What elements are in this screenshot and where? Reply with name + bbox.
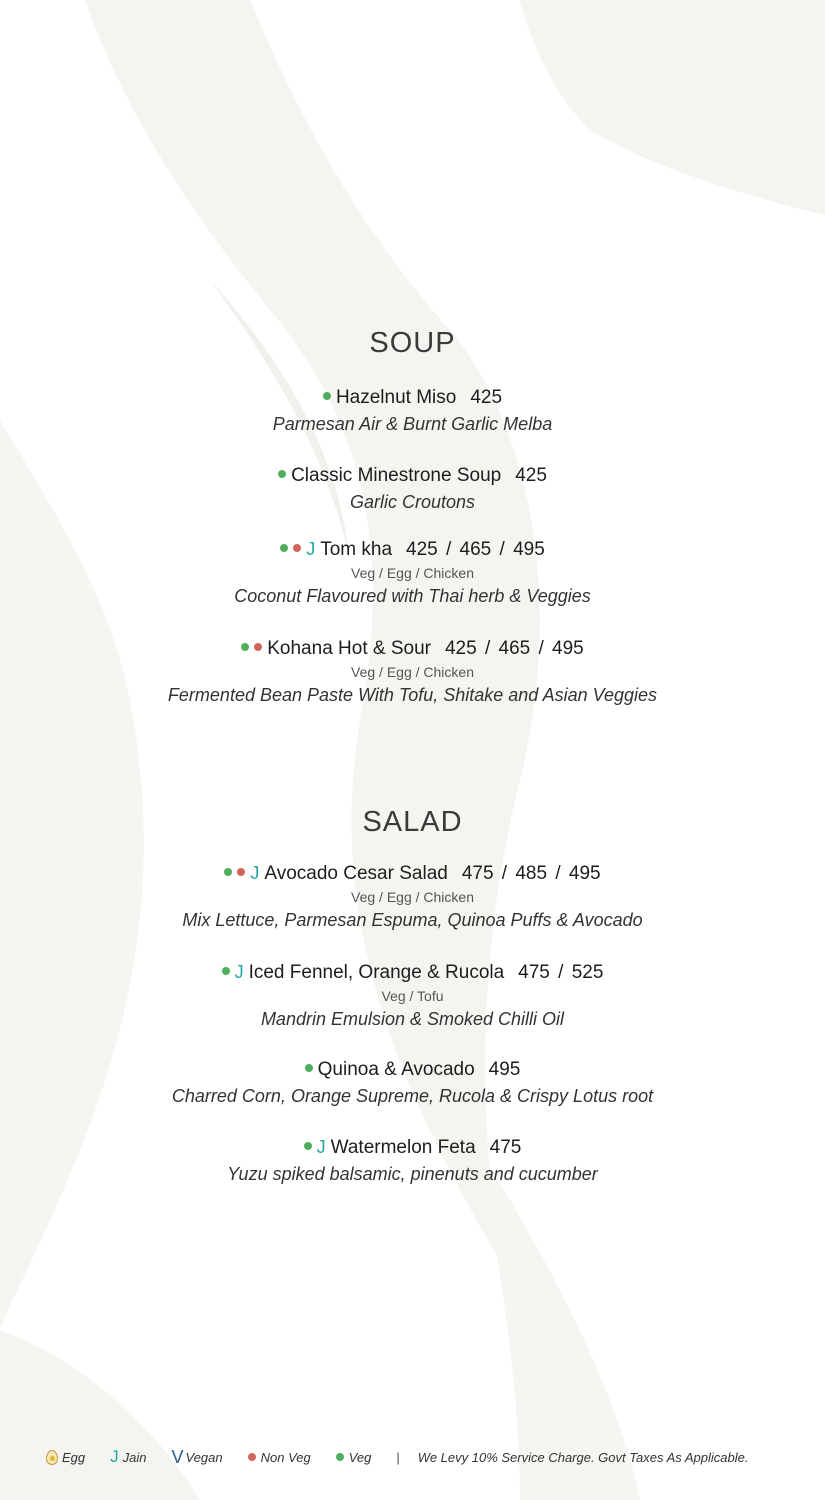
item-name: Quinoa & Avocado	[317, 1059, 475, 1080]
item-price: 495	[488, 1059, 521, 1080]
section-title-soup: SOUP	[369, 327, 456, 359]
menu-item-classic-minestrone	[0, 465, 825, 513]
item-description: Parmesan Air & Burnt Garlic Melba	[272, 414, 553, 434]
nonveg-dot-icon	[254, 643, 262, 651]
item-name: Kohana Hot & Sour	[267, 638, 431, 659]
veg-dot-icon	[305, 1064, 313, 1072]
item-price: 425 / 465 / 495	[444, 638, 584, 659]
legend-nonveg-label: Non Veg	[260, 1449, 311, 1465]
item-name: Hazelnut Miso	[335, 387, 457, 408]
egg-icon	[46, 1450, 58, 1465]
item-options: Veg / Egg / Chicken	[351, 565, 474, 581]
menu-item-quinoa-avocado	[0, 1059, 825, 1107]
item-price: 475 / 485 / 495	[461, 863, 601, 884]
service-charge-note: We Levy 10% Service Charge. Govt Taxes As Applicable.	[417, 1449, 749, 1465]
veg-dot-icon	[280, 544, 288, 552]
legend-vegan-label: Vegan	[185, 1449, 223, 1465]
item-name: Watermelon Feta	[330, 1137, 476, 1158]
item-options: Veg / Tofu	[381, 988, 444, 1004]
legend-veg	[336, 1450, 372, 1465]
menu-item-kohana-hot-sour	[0, 638, 825, 706]
item-description: Mandrin Emulsion & Smoked Chilli Oil	[260, 1009, 565, 1029]
veg-dot-icon	[304, 1142, 312, 1150]
item-description: Charred Corn, Orange Supreme, Rucola & Crispy Lotus root	[171, 1086, 654, 1106]
item-price: 425	[470, 387, 503, 408]
legend-jain-label: Jain	[122, 1449, 147, 1465]
item-description: Mix Lettuce, Parmesan Espuma, Quinoa Puffs & Avocado	[182, 910, 643, 930]
item-options: Veg / Egg / Chicken	[351, 889, 474, 905]
veg-dot-icon	[323, 392, 331, 400]
menu-item-hazelnut-miso	[0, 387, 825, 435]
item-name: Tom kha	[320, 539, 393, 560]
jain-icon: J	[316, 1137, 326, 1157]
menu-item-watermelon-feta	[0, 1136, 825, 1185]
nonveg-dot-icon	[248, 1453, 256, 1461]
item-description: Garlic Croutons	[349, 492, 476, 512]
legend-egg-label: Egg	[62, 1449, 86, 1465]
item-name: Iced Fennel, Orange & Rucola	[248, 962, 505, 983]
item-price: 475	[489, 1137, 522, 1158]
item-description: Yuzu spiked balsamic, pinenuts and cucumber	[227, 1164, 598, 1184]
item-price: 425	[515, 465, 547, 486]
item-price: 425 / 465 / 495	[406, 539, 545, 560]
item-options: Veg / Egg / Chicken	[351, 664, 474, 680]
vegan-icon: V	[171, 1446, 184, 1467]
menu-item-avocado-cesar-salad	[0, 862, 825, 931]
legend-egg	[46, 1450, 85, 1465]
legend-nonveg	[248, 1450, 311, 1465]
item-name: Avocado Cesar Salad	[264, 863, 448, 884]
legend-footer	[46, 1447, 806, 1467]
jain-icon: J	[306, 539, 316, 559]
veg-dot-icon	[278, 470, 286, 478]
item-description: Fermented Bean Paste With Tofu, Shitake and Asian Veggies	[167, 685, 658, 705]
legend-separator: |	[396, 1449, 400, 1465]
legend-jain	[110, 1447, 146, 1467]
veg-dot-icon	[222, 967, 230, 975]
jain-icon: J	[250, 863, 260, 883]
nonveg-dot-icon	[237, 868, 245, 876]
jain-icon: J	[234, 962, 244, 982]
veg-dot-icon	[336, 1453, 344, 1461]
item-price: 475 / 525	[518, 962, 604, 983]
item-name: Classic Minestrone Soup	[291, 465, 502, 486]
legend-veg-label: Veg	[348, 1449, 372, 1465]
section-title-salad: SALAD	[362, 806, 463, 838]
nonveg-dot-icon	[293, 544, 301, 552]
menu-item-tom-kha	[0, 538, 825, 607]
menu-item-iced-fennel	[0, 961, 825, 1030]
item-description: Coconut Flavoured with Thai herb & Veggies	[234, 586, 591, 606]
legend-vegan	[172, 1447, 223, 1468]
jain-icon: J	[110, 1447, 119, 1466]
veg-dot-icon	[224, 868, 232, 876]
veg-dot-icon	[241, 643, 249, 651]
